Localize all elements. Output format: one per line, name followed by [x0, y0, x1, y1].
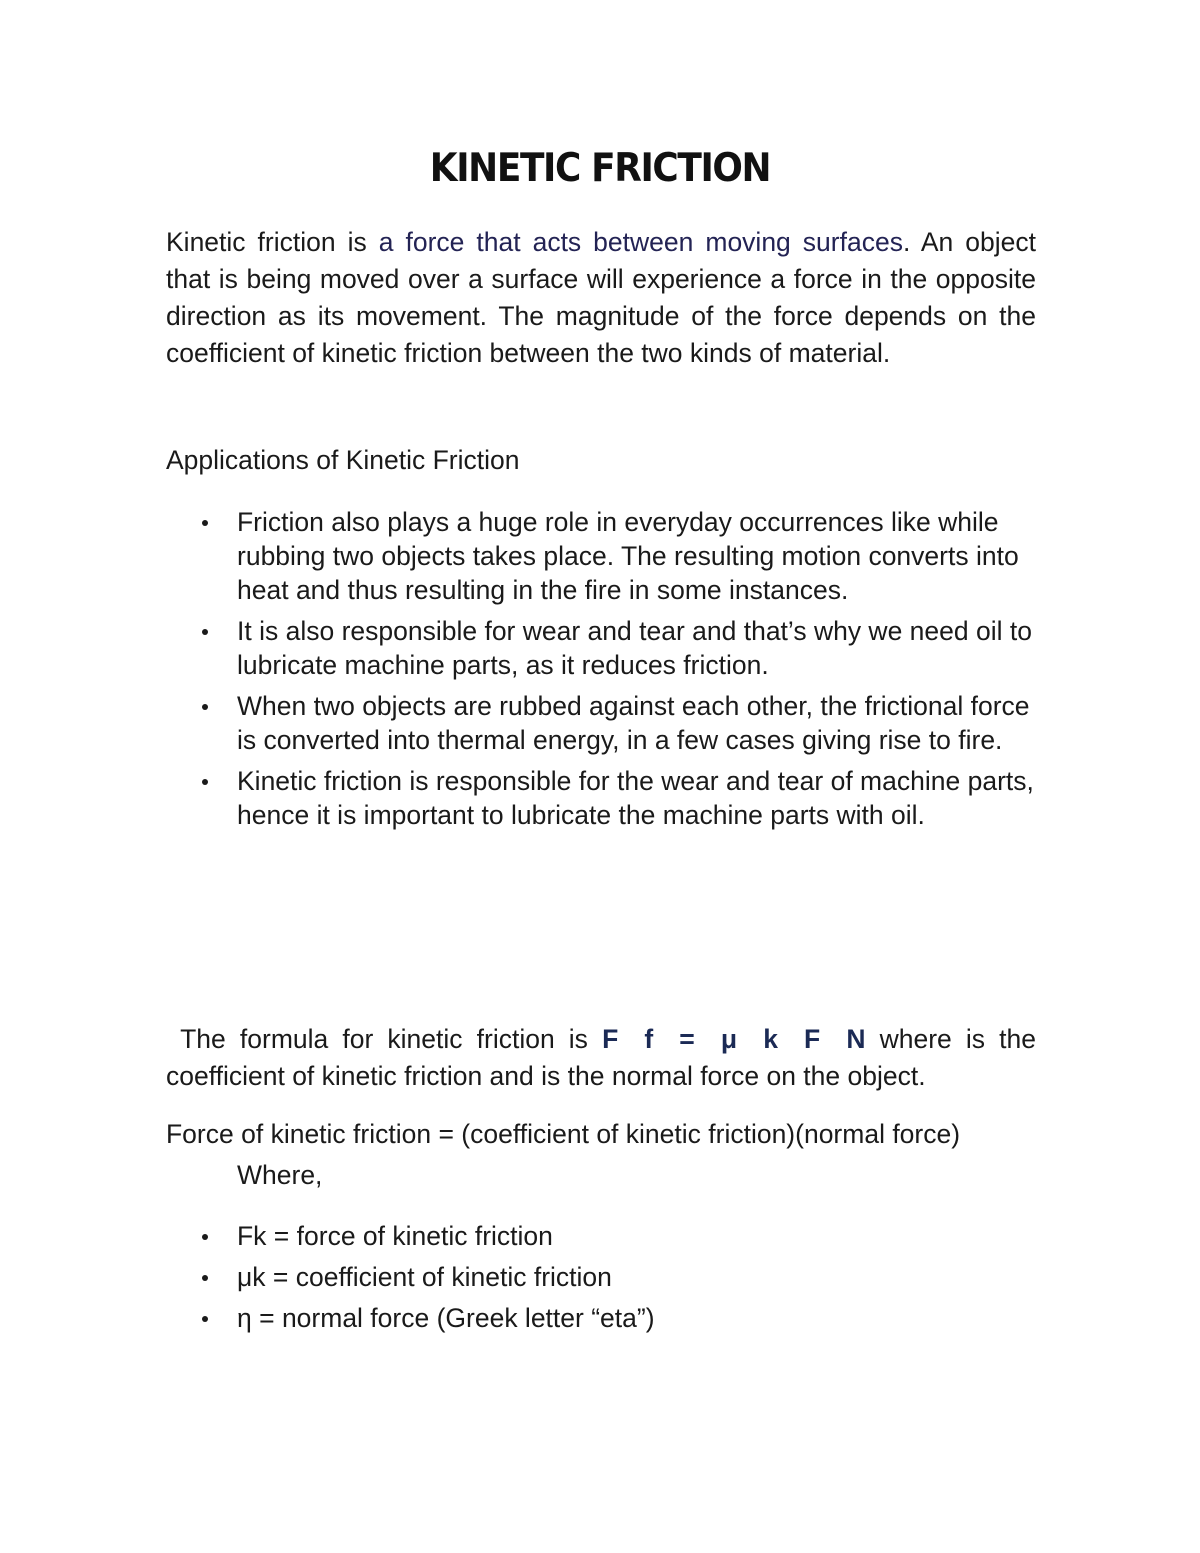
- bullet-icon: [202, 779, 208, 785]
- formula-paragraph: [166, 1021, 1036, 1095]
- list-item: [166, 689, 1046, 757]
- variables-list: [166, 1219, 1046, 1342]
- list-item: [166, 1219, 1046, 1253]
- intro-highlight: a force that acts between moving surfaces: [378, 227, 903, 257]
- list-item: [166, 1301, 1046, 1335]
- list-item-text: Kinetic friction is responsible for the wear and tear of machine parts, hence it is important to lubricate the machine parts with oil.: [237, 766, 1034, 830]
- bullet-icon: [202, 704, 208, 710]
- applications-heading: Applications of Kinetic Friction: [166, 445, 520, 475]
- list-item-text: When two objects are rubbed against each other, the frictional force is converted into thermal energy, in a few cases giving rise to fire.: [237, 691, 1030, 755]
- bullet-icon: [202, 1275, 208, 1281]
- list-item: [166, 505, 1046, 607]
- intro-paragraph: [166, 224, 1036, 372]
- applications-list: [166, 505, 1046, 839]
- formula-lead-text: The formula for kinetic friction is: [180, 1024, 588, 1054]
- list-item: [166, 614, 1046, 682]
- formula-expression: F f = μ k F N: [602, 1024, 866, 1054]
- document-title: KINETIC FRICTION: [429, 146, 771, 191]
- list-item-text: Friction also plays a huge role in everyday occurrences like while rubbing two objects takes place. The resulting motion converts into heat and thus resulting in the fire in some instances.: [237, 507, 1019, 605]
- formula-after-text: where is the: [879, 1024, 1036, 1054]
- where-label: Where,: [237, 1160, 323, 1190]
- force-equation: Force of kinetic friction = (coefficient of kinetic friction)(normal force): [166, 1119, 961, 1149]
- list-item: [166, 764, 1046, 832]
- bullet-icon: [202, 1234, 208, 1240]
- bullet-icon: [202, 629, 208, 635]
- list-item-text: η = normal force (Greek letter “eta”): [237, 1303, 655, 1333]
- formula-first-line: [166, 1021, 1036, 1058]
- list-item: [166, 1260, 1046, 1294]
- bullet-icon: [202, 520, 208, 526]
- list-item-text: It is also responsible for wear and tear and that’s why we need oil to lubricate machine parts, as it reduces friction.: [237, 616, 1032, 680]
- list-item-text: Fk = force of kinetic friction: [237, 1221, 553, 1251]
- formula-second-line: coefficient of kinetic friction and is the normal force on the object.: [166, 1061, 926, 1091]
- intro-text-end: . An object that is being moved over a surface will experience a force in the opposite direction as its movement. The magnitude of the force depends on the coefficient of kinetic friction between the two kinds of material.: [166, 227, 1036, 368]
- list-item-text: μk = coefficient of kinetic friction: [237, 1262, 612, 1292]
- intro-text-start: Kinetic friction is: [166, 227, 379, 257]
- bullet-icon: [202, 1316, 208, 1322]
